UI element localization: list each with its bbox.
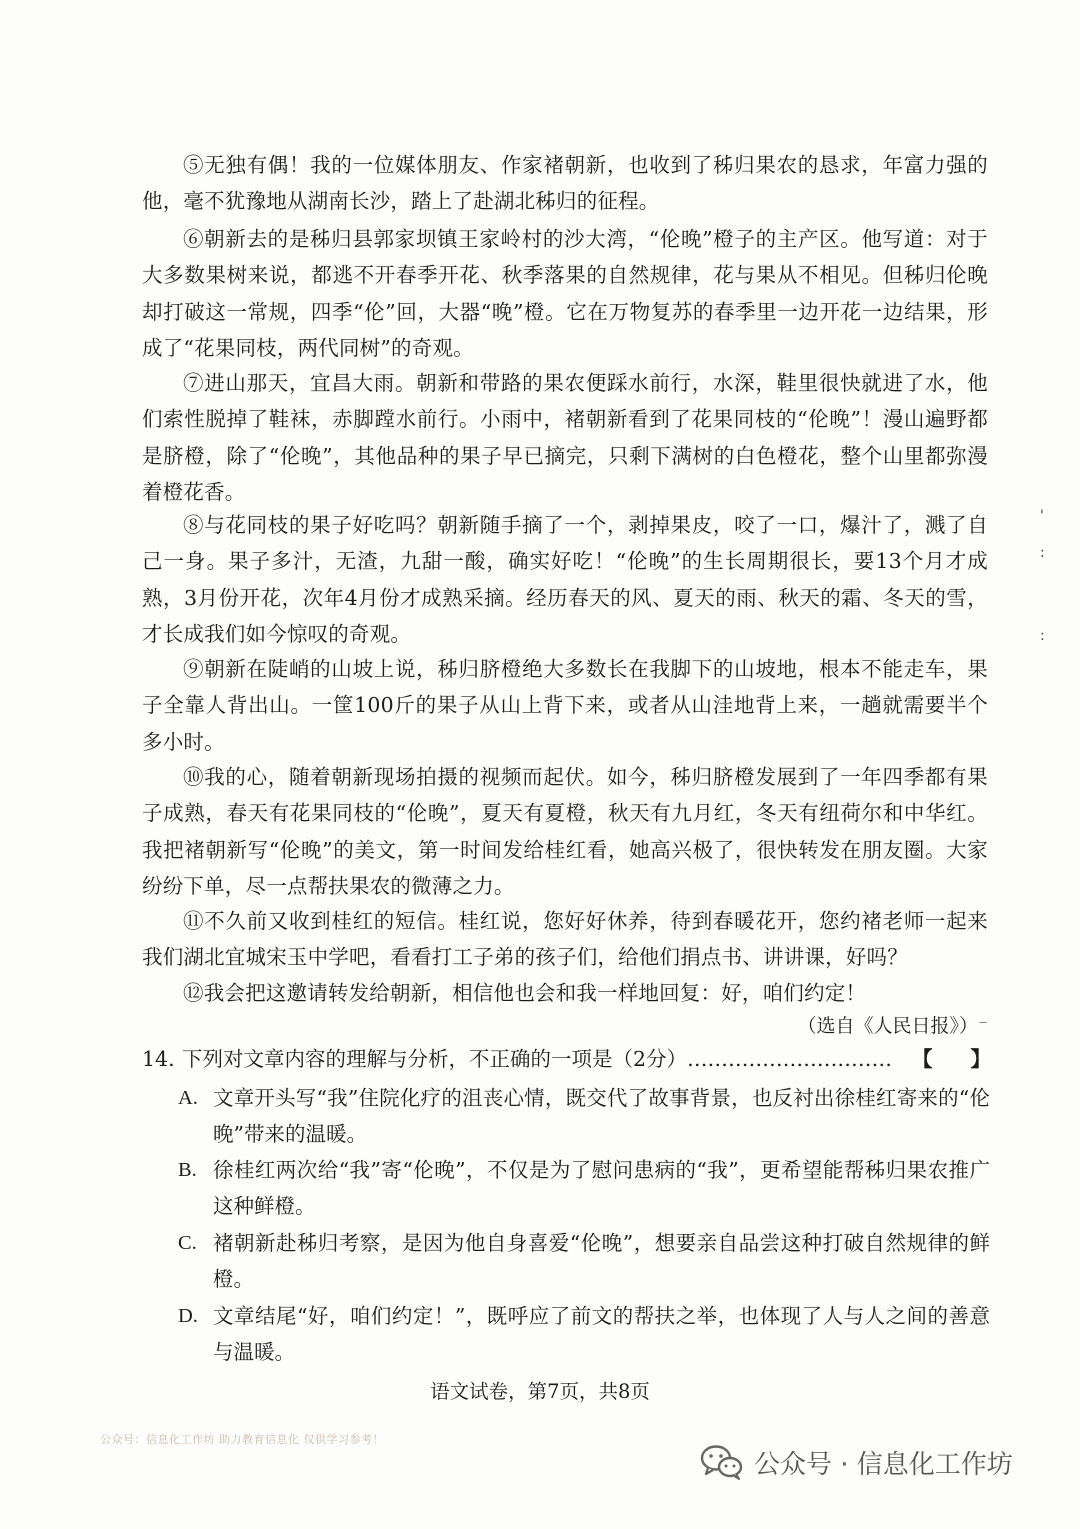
edge-mark: :: [1040, 545, 1045, 561]
paragraph-10: ⑩我的心，随着朝新现场拍摄的视频而起伏。如今，秭归脐橙发展到了一年四季都有果子成熟，春天有花果同枝的“伦晚”，夏天有夏橙，秋天有九月红，冬天有纽荷尔和中华红。我把褚朝新写“伦晚”的美文，第一时间发给桂红看，她高兴极了，很快转发在朋友圈。大家纷纷下单，尽一点帮扶果农的微薄之力。: [142, 765, 988, 898]
paragraph-12: ⑫我会把这邀请转发给朝新，相信他也会和我一样地回复：好，咱们约定！: [183, 981, 867, 1005]
option-letter: A.: [178, 1087, 198, 1109]
source-text: （选自《人民日报》）: [797, 1015, 978, 1037]
paragraph-11: ⑪不久前又收到桂红的短信。桂红说，您好好休养，待到春暖花开，您约褚老师一起来我们湖北宜城宋玉中学吧，看看打工子弟的孩子们，给他们捐点书、讲讲课，好吗？: [142, 909, 988, 970]
paragraph-6: ⑥朝新去的是秭归县郭家坝镇王家岭村的沙大湾，“伦晚”橙子的主产区。他写道：对于大多数果树来说，都逃不开春季开花、秋季落果的自然规律，花与果从不相见。但秭归伦晚却打破这一常规，四季“伦”回，大器“晚”橙。它在万物复苏的春季里一边开花一边结果，形成了“花果同枝，两代同树”的奇观。: [142, 227, 988, 360]
paragraph-9: ⑨朝新在陡峭的山坡上说，秭归脐橙绝大多数长在我脚下的山坡地，根本不能走车，果子全靠人背出山。一筐100斤的果子从山上背下来，或者从山洼地背上来，一趟就需要半个多小时。: [142, 657, 988, 754]
option-letter: B.: [178, 1159, 197, 1181]
option-text: 文章开头写“我”住院化疗的沮丧心情，既交代了故事背景，也反衬出徐桂红寄来的“伦晚”带来的温暖。: [213, 1086, 990, 1147]
watermark-left: 公众号：信息化工作坊 助力教育信息化 仅供学习参考！: [100, 1433, 384, 1446]
watermark-right: [700, 1440, 1013, 1484]
option-letter: D.: [178, 1305, 198, 1327]
option-letter: C.: [178, 1232, 197, 1254]
option-a: [178, 1080, 990, 1153]
edge-mark: :: [1040, 628, 1045, 644]
option-c: [178, 1225, 990, 1298]
option-text: 文章结尾“好，咱们约定！”，既呼应了前文的帮扶之举，也体现了人与人之间的善意与温暖。: [213, 1304, 990, 1365]
paragraph-8: ⑧与花同枝的果子好吃吗？朝新随手摘了一个，剥掉果皮，咬了一口，爆汁了，溅了自己一身。果子多汁，无渣，九甜一酸，确实好吃！“伦晚”的生长周期很长，要13个月才成熟，3月份开花，次年4月份才成熟采摘。经历春天的风、夏天的雨、秋天的霜、冬天的雪，才长成我们如今惊叹的奇观。: [142, 513, 988, 646]
wechat-icon: [700, 1442, 744, 1482]
bracket-open: 【: [912, 1047, 933, 1071]
paragraph-5: ⑤无独有偶！我的一位媒体朋友、作家褚朝新，也收到了秭归果农的恳求，年富力强的他，毫不犹豫地从湖南长沙，踏上了赴湖北秭归的征程。: [142, 153, 988, 214]
option-text: 徐桂红两次给“我”寄“伦晚”，不仅是为了慰问患病的“我”，更希望能帮秭归果农推广这种鲜橙。: [213, 1158, 990, 1219]
option-d: [178, 1298, 990, 1371]
edge-mark: ': [1040, 508, 1044, 524]
page-footer: 语文试卷，第7页，共8页: [430, 1380, 650, 1403]
source-citation: （选自《人民日报》）⁻: [797, 1015, 988, 1037]
watermark-right-text: 公众号 · 信息化工作坊: [754, 1449, 1013, 1480]
option-text: 褚朝新赴秭归考察，是因为他自身喜爱“伦晚”，想要亲自品尝这种打破自然规律的鲜橙。: [213, 1231, 990, 1292]
paragraph-7: ⑦进山那天，宜昌大雨。朝新和带路的果农便踩水前行，水深，鞋里很快就进了水，他们索性脱掉了鞋袜，赤脚蹚水前行。小雨中，褚朝新看到了花果同枝的“伦晚”！漫山遍野都是脐橙，除了“伦晚”，其他品种的果子早已摘完，只剩下满树的白色橙花，整个山里都弥漫着橙花香。: [142, 371, 988, 504]
bracket-close: 】: [970, 1047, 991, 1071]
answer-bracket[interactable]: [912, 1044, 991, 1074]
option-b: [178, 1152, 990, 1225]
question-stem: 下列对文章内容的理解与分析，不正确的一项是（2分）…………………………: [182, 1047, 893, 1071]
question-number: 14.: [142, 1047, 175, 1071]
